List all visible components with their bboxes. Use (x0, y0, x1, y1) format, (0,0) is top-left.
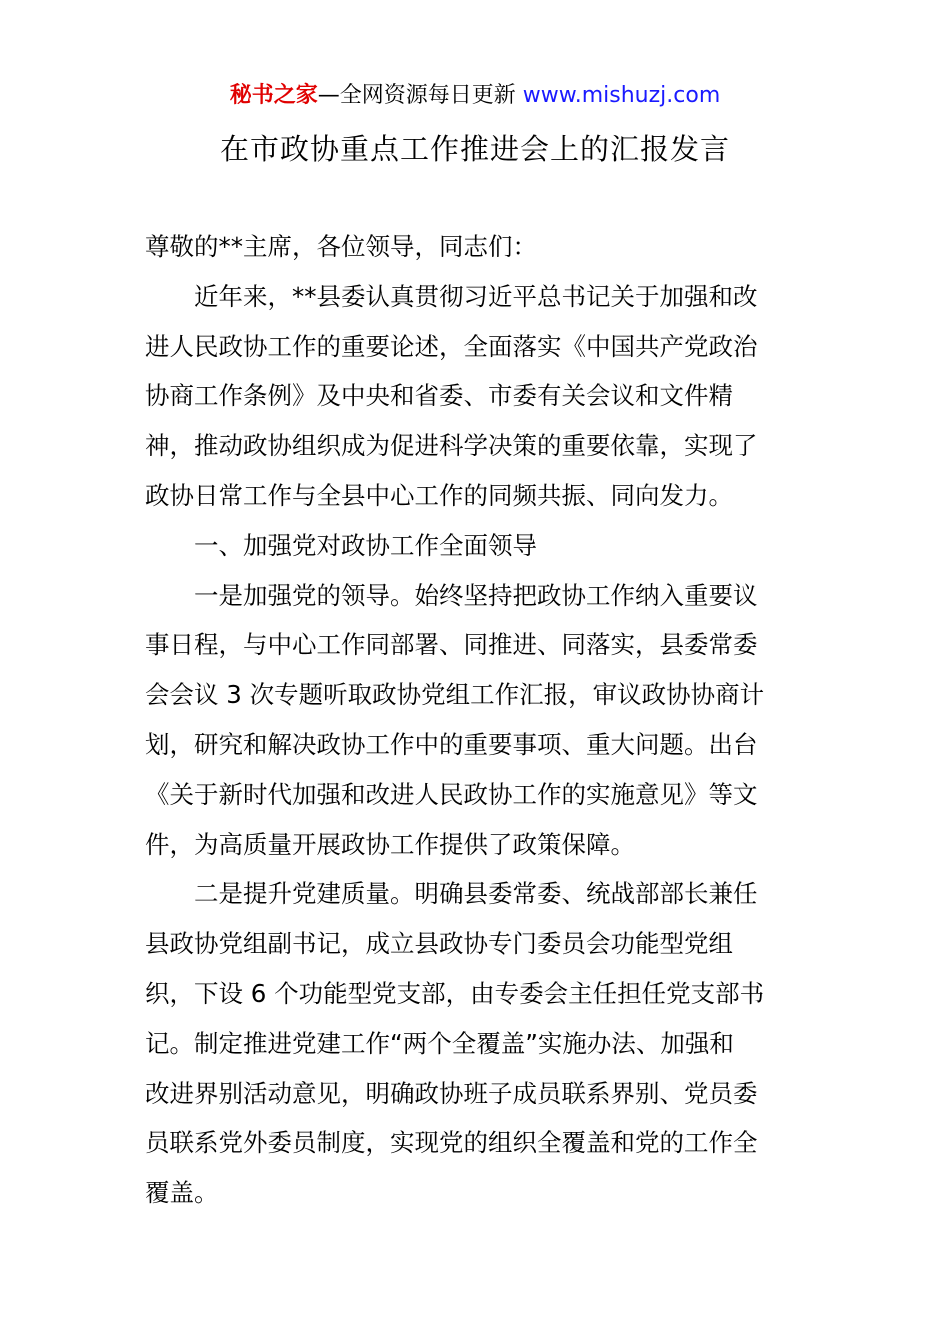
body-line: 协商工作条例》及中央和省委、市委有关会议和文件精 (145, 381, 733, 411)
body-line: 政协日常工作与全县中心工作的同频共振、同向发力。 (145, 480, 733, 510)
body-line: 神，推动政协组织成为促进科学决策的重要依靠，实现了 (145, 431, 758, 461)
site-url-link[interactable]: www.mishuzj.com (522, 83, 721, 108)
body-line: 一、加强党对政协工作全面领导 (194, 530, 537, 560)
body-line: 县政协党组副书记，成立县政协专门委员会功能型党组 (145, 929, 733, 959)
body-line: 二是提升党建质量。明确县委常委、统战部部长兼任 (194, 879, 758, 909)
body-line: 改进界别活动意见，明确政协班子成员联系界别、党员委 (145, 1078, 758, 1108)
body-line: 《关于新时代加强和改进人民政协工作的实施意见》等文 (145, 779, 758, 809)
document-title: 在市政协重点工作推进会上的汇报发言 (219, 132, 730, 166)
body-line: 件，为高质量开展政协工作提供了政策保障。 (145, 829, 635, 859)
body-line: 尊敬的**主席，各位领导，同志们： (145, 232, 537, 261)
body-line: 员联系党外委员制度，实现党的组织全覆盖和党的工作全 (145, 1128, 758, 1158)
body-line: 一是加强党的领导。始终坚持把政协工作纳入重要议 (194, 580, 758, 610)
brand-name: 秘书之家 (229, 83, 318, 108)
body-line: 近年来，**县委认真贯彻习近平总书记关于加强和改 (194, 281, 758, 311)
body-line: 事日程，与中心工作同部署、同推进、同落实，县委常委 (145, 630, 758, 660)
body-line: 会会议 3 次专题听取政协党组工作汇报，审议政协协商计 (145, 680, 765, 710)
body-line: 记。制定推进党建工作“两个全覆盖”实施办法、加强和 (145, 1028, 734, 1058)
header-tagline: —全网资源每日更新 (317, 83, 523, 108)
body-line: 进人民政协工作的重要论述，全面落实《中国共产党政治 (145, 331, 758, 361)
document-body (145, 222, 815, 1218)
body-line: 划，研究和解决政协工作中的重要事项、重大问题。出台 (145, 729, 758, 759)
site-header (0, 80, 950, 112)
body-line: 覆盖。 (145, 1178, 219, 1208)
body-line: 织，下设 6 个功能型党支部，由专委会主任担任党支部书 (145, 978, 765, 1008)
